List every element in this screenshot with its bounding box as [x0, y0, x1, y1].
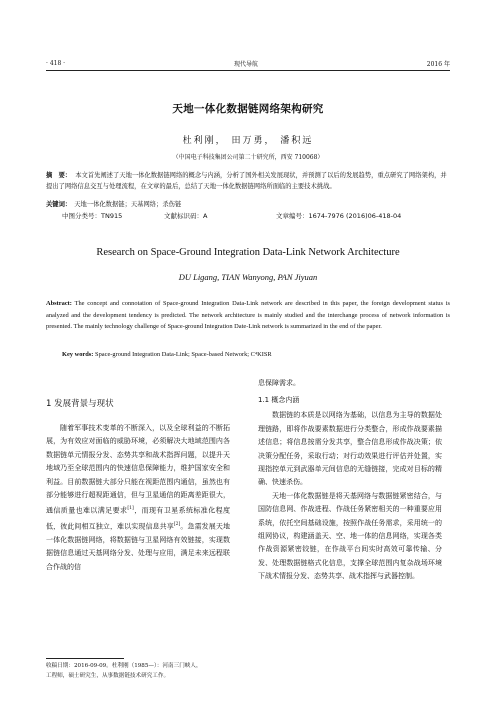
authors-en: DU Ligang, TIAN Wanyong, PAN Jiyuan — [178, 272, 318, 282]
title-cn: 天地一体化数据链网络架构研究 — [172, 103, 324, 115]
clc-number: 中图分类号：TN915 — [62, 212, 123, 220]
left-paragraph-text: 随着军事技术变革的不断深入，以及全球利益的不断拓展，为有效应对面临的威胁环境，必须解决大地域范围内各数据链单元情报分发、态势共享和战术指挥问题，以提升天地域乃至全球范围内的快速信息保障能力，维护国家安全和利益。目前数据链大部分只能在视距范围内通信，虽然也有部分能够进行超视距通信，但与卫星通信的距离差距很大，通信质量也难以满足要求 — [46, 424, 230, 515]
abstract-cn-label: 摘 要： — [46, 172, 72, 179]
right-intro: 息保障需求。 — [258, 379, 300, 387]
keywords-cn-text: 天地一体化数据链；天基网络；杀伤链 — [74, 201, 182, 208]
footnote-rule — [46, 658, 124, 659]
keywords-en-text: Space-ground Integration Data-Link; Space-based Network; C⁴KISR — [93, 351, 272, 358]
keywords-en-label: Key words: — [62, 351, 94, 358]
title-en: Research on Space-Ground Integration Data-Link Network Architecture — [96, 247, 400, 258]
left-paragraph-text-b: ，而现有卫星系统标准化程度低，彼此间相互独立，难以实现信息共享 — [46, 506, 231, 531]
left-column — [46, 397, 230, 574]
abstract-en — [46, 298, 450, 333]
right-paragraph-1: 数据链的本质是以网络为基础，以信息为主导的数据处理链路，即将作战要素数据进行分类整合，形成作战要素描述信息；将信息按需分发共享，整合信息形成作战决策；依决策分配任务，采取行动；对行动效果进行评估并处置，实现指控单元到武器单元间信息的无缝链接，完成对目标的精确、快速杀伤。 — [258, 411, 442, 487]
ref-2: [2] — [173, 522, 181, 528]
left-paragraph-text-c: 。急需发展天地一体化数据链网络，将数据链与卫星网络有效链接，实现数据链信息通过天基网络分发、处理与应用，满足未来远程联合作战的信 — [46, 522, 231, 571]
article-number: 文章编号：1674-7976 (2016)06-418-04 — [276, 212, 402, 220]
footnote-line-2: 工程师，硕士研究生，从事数据链技术研究工作。 — [46, 673, 170, 679]
keywords-cn-label: 关键词： — [46, 201, 72, 208]
authors-cn: 杜利刚， 田万勇， 潘积远 — [182, 136, 314, 146]
running-header — [46, 57, 450, 69]
right-column — [258, 377, 442, 584]
affiliation-cn: （中国电子科技集团公司第二十研究所，西安 710068） — [172, 154, 324, 161]
document-code: 文献标识码：A — [164, 212, 208, 220]
abstract-cn-text: 本文首先阐述了天地一体化数据链网络的概念与内涵，分析了国外相关发展现状，并预测了以后的发展趋势，重点研究了网络架构，并提出了网络信息交互与处理流程，在文章的最后，总结了天地一体化数据链网络所面临的主要技术挑战。 — [46, 172, 447, 191]
header-rule — [46, 70, 450, 71]
section-heading-1-1: 1.1 概念内涵 — [258, 396, 300, 405]
right-paragraph-2: 天地一体化数据链是将天基网络与数据链紧密结合，与国防信息网、作战进程、作战任务紧密相关的一种重要应用系统，依托空间基础设施，按照作战任务需求，采用统一的组网协议，构建涵盖天、空、地一体的信息网络，实现各类作战资源紧密铰链，在作战平台间实时高效可靠传输、分发、处理数据链格式化信息，支撑全球范围内复杂战场环境下战术情报分发、态势共享、战术指挥与武器控制。 — [258, 491, 442, 581]
keywords-cn — [46, 199, 450, 208]
ref-1: [1] — [127, 506, 134, 512]
keywords-en — [62, 351, 450, 358]
left-paragraph — [46, 422, 230, 574]
abstract-en-text: The concept and connotation of Space-ground Integration Data-Link network are described in this paper, the foreign development status is analyzed and the development tendency is predicted. The network architecture is mainly studied and the interchange process of network information is presented. The mainly technology challenge of Space-ground Integration Date-Link network is summarized in the end of the paper. — [46, 300, 450, 331]
abstract-en-label: Abstract: — [46, 300, 72, 307]
footnote-line-1: 收稿日期：2016-09-09。杜利刚（1985—）：河南三门峡人， — [46, 663, 202, 669]
abstract-cn — [46, 170, 450, 192]
journal-name: 现代导航 — [233, 60, 258, 68]
section-heading-1: 1 发展背景与现状 — [46, 399, 114, 409]
journal-year: 2016 年 — [426, 60, 450, 68]
page-number: · 418 · — [46, 59, 66, 67]
footnote — [46, 661, 236, 681]
